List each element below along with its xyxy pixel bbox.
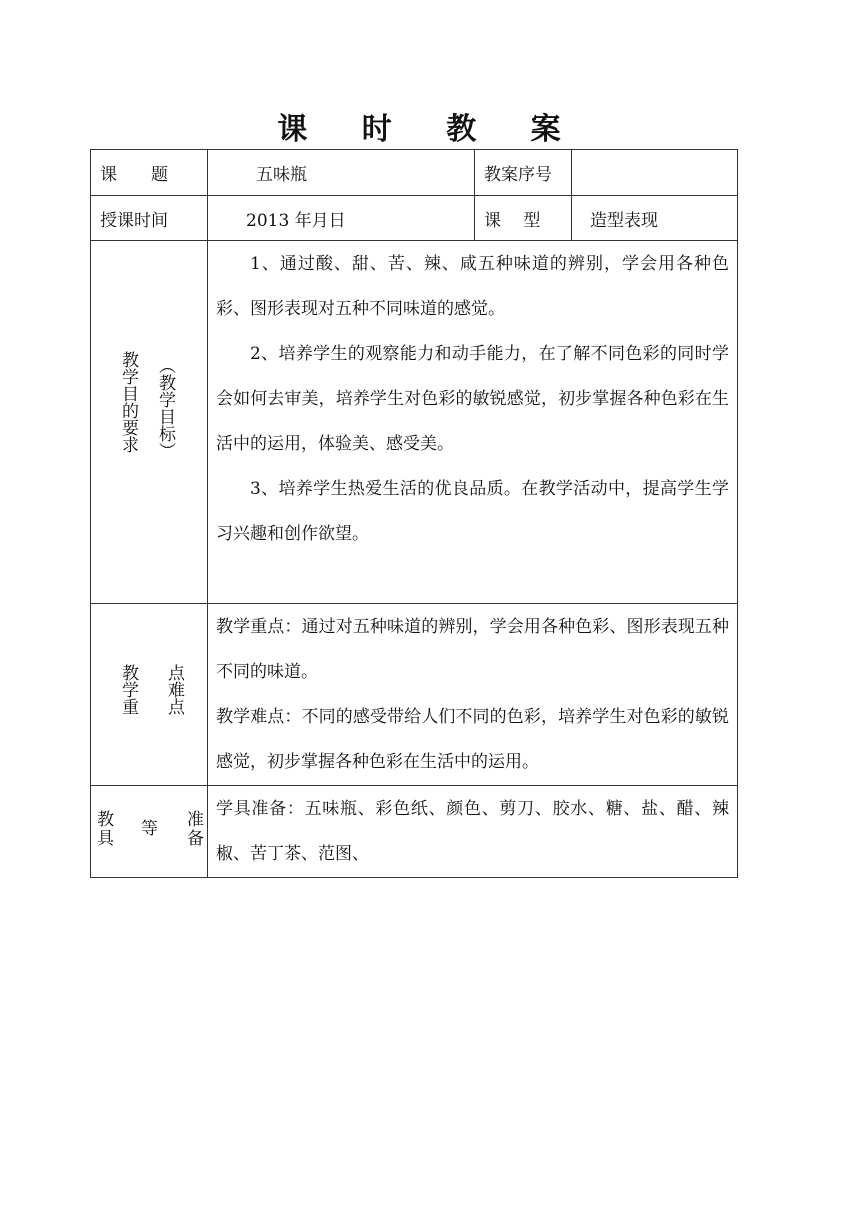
row-time bbox=[91, 196, 738, 241]
prep-label-cell bbox=[91, 786, 208, 878]
topic-label: 课 题 bbox=[91, 150, 208, 196]
seq-label: 教案序号 bbox=[475, 150, 572, 196]
keypoints-content bbox=[208, 604, 738, 786]
goals-content bbox=[208, 241, 738, 604]
prep-content bbox=[208, 786, 738, 878]
prep-label-2c: 备 bbox=[187, 829, 204, 849]
seq-value bbox=[572, 150, 738, 196]
prep-label-1c: 准 bbox=[187, 810, 204, 830]
page-title: 课 时 教 案 bbox=[277, 112, 583, 147]
row-keypoints bbox=[91, 604, 738, 786]
goal-paragraph-2: 2、培养学生的观察能力和动手能力，在了解不同色彩的同时学会如何去审美，培养学生对色彩的敏锐感觉，初步掌握各种色彩在生活中的运用，体验美、感受美。 bbox=[216, 344, 729, 454]
prep-label-1b: 等 bbox=[141, 819, 158, 839]
prep-paragraph-1: 学具准备：五味瓶、彩色纸、颜色、剪刀、胶水、糖、盐、醋、辣椒、苦丁茶、范图、 bbox=[216, 799, 729, 864]
goal-paragraph-1: 1、通过酸、甜、苦、辣、咸五种味道的辨别，学会用各种色彩、图形表现对五种不同味道的感觉。 bbox=[216, 254, 729, 319]
topic-value: 五味瓶 bbox=[208, 150, 475, 196]
row-topic bbox=[91, 150, 738, 196]
keypoint-paragraph-2: 教学难点：不同的感受带给人们不同的色彩，培养学生对色彩的敏锐感觉，初步掌握各种色彩在生活中的运用。 bbox=[216, 707, 729, 772]
keypoints-label-col1: 教学重 bbox=[118, 664, 138, 715]
lesson-plan-table bbox=[90, 149, 738, 878]
time-value: 2013 年月日 bbox=[208, 196, 475, 241]
keypoints-label-cell bbox=[91, 604, 208, 786]
type-label: 课 型 bbox=[475, 196, 572, 241]
keypoints-label-col2: 点难点 bbox=[164, 664, 184, 715]
goals-label-cell bbox=[91, 241, 208, 604]
prep-label-2a: 具 bbox=[97, 829, 114, 849]
time-label: 授课时间 bbox=[91, 196, 208, 241]
prep-label-1a: 教 bbox=[97, 810, 114, 830]
goals-label-sub: （教学目标） bbox=[155, 357, 175, 459]
goals-label-main: 教学目的要求 bbox=[118, 351, 138, 453]
goal-paragraph-3: 3、培养学生热爱生活的优良品质。在教学活动中，提高学生学习兴趣和创作欲望。 bbox=[216, 479, 729, 544]
row-goals bbox=[91, 241, 738, 604]
row-prep bbox=[91, 786, 738, 878]
type-value: 造型表现 bbox=[572, 196, 738, 241]
keypoint-paragraph-1: 教学重点：通过对五种味道的辨别，学会用各种色彩、图形表现五种不同的味道。 bbox=[216, 617, 729, 682]
